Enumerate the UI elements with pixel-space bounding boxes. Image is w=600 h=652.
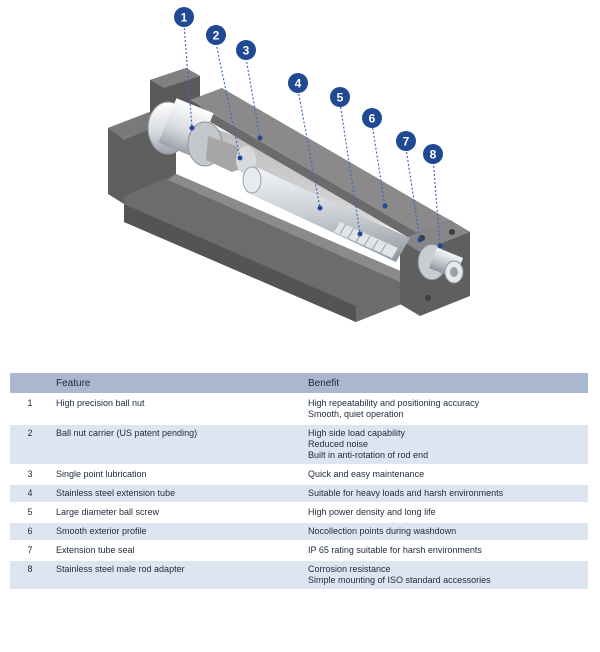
benefit-line: IP 65 rating suitable for harsh environments <box>308 545 482 555</box>
callout-2 <box>206 25 226 45</box>
row-benefit <box>302 424 588 465</box>
row-num: 3 <box>10 465 50 484</box>
callout-3 <box>236 40 256 60</box>
svg-text:7: 7 <box>402 134 410 149</box>
svg-text:2: 2 <box>212 28 220 43</box>
callout-8 <box>423 144 443 164</box>
row-benefit <box>302 465 588 484</box>
row-benefit <box>302 522 588 541</box>
svg-text:4: 4 <box>294 76 302 91</box>
benefit-line: Suitable for heavy loads and harsh environments <box>308 488 504 498</box>
row-benefit <box>302 484 588 503</box>
svg-text:3: 3 <box>242 43 250 58</box>
table-row <box>10 465 588 484</box>
svg-text:5: 5 <box>336 90 344 105</box>
row-num: 7 <box>10 541 50 560</box>
row-feature: Extension tube seal <box>50 541 302 560</box>
callout-7 <box>396 131 416 151</box>
header-feature: Feature <box>50 373 302 394</box>
benefit-line: Corrosion resistance <box>308 564 391 574</box>
callout-5 <box>330 87 350 107</box>
row-num: 4 <box>10 484 50 503</box>
row-benefit <box>302 541 588 560</box>
svg-text:1: 1 <box>180 10 188 25</box>
svg-text:8: 8 <box>429 147 437 162</box>
row-feature: Ball nut carrier (US patent pending) <box>50 424 302 465</box>
row-feature: Large diameter ball screw <box>50 503 302 522</box>
row-benefit <box>302 394 588 424</box>
row-num: 8 <box>10 560 50 589</box>
table-row <box>10 503 588 522</box>
callout-4 <box>288 73 308 93</box>
table-row <box>10 541 588 560</box>
row-feature: Single point lubrication <box>50 465 302 484</box>
feature-benefit-table <box>10 373 588 589</box>
row-num: 6 <box>10 522 50 541</box>
table-row <box>10 424 588 465</box>
row-benefit <box>302 560 588 589</box>
header-num <box>10 373 50 394</box>
row-benefit <box>302 503 588 522</box>
header-benefit: Benefit <box>302 373 588 394</box>
row-feature: Stainless steel male rod adapter <box>50 560 302 589</box>
table-header-row <box>10 373 588 394</box>
benefit-line: Quick and easy maintenance <box>308 469 425 479</box>
callout-1 <box>174 7 194 27</box>
benefit-line: Smooth, quiet operation <box>308 409 404 419</box>
benefit-line: Simple mounting of ISO standard accessories <box>308 575 491 585</box>
row-num: 1 <box>10 394 50 424</box>
row-feature: Smooth exterior profile <box>50 522 302 541</box>
row-num: 2 <box>10 424 50 465</box>
benefit-line: Reduced noise <box>308 439 369 449</box>
benefit-line: High side load capability <box>308 428 406 438</box>
callout-6 <box>362 108 382 128</box>
table-row <box>10 484 588 503</box>
row-feature: Stainless steel extension tube <box>50 484 302 503</box>
svg-text:6: 6 <box>368 111 376 126</box>
table-row <box>10 394 588 424</box>
benefit-line: Nocollection points during washdown <box>308 526 457 536</box>
benefit-line: Built in anti-rotation of rod end <box>308 450 429 460</box>
row-num: 5 <box>10 503 50 522</box>
benefit-line: High repeatability and positioning accuracy <box>308 398 480 408</box>
benefit-line: High power density and long life <box>308 507 436 517</box>
row-feature: High precision ball nut <box>50 394 302 424</box>
table-row <box>10 522 588 541</box>
table-row <box>10 560 588 589</box>
